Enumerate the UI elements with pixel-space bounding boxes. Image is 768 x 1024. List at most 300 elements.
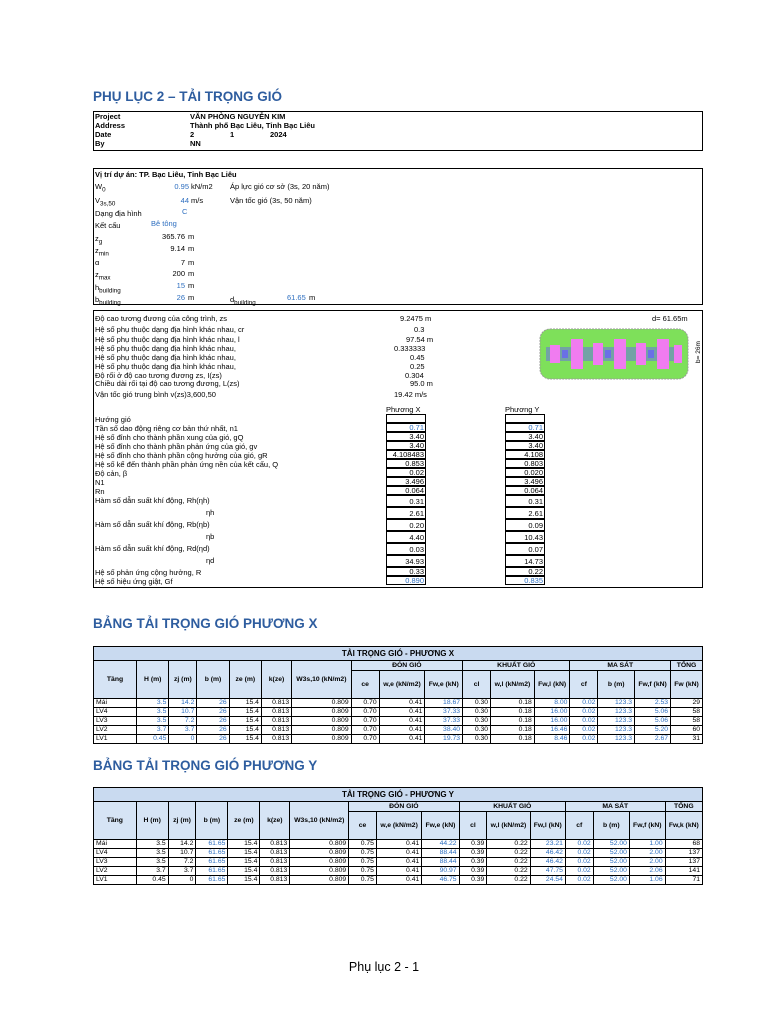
table-cell: 0.809 (290, 867, 349, 876)
table-cell: 10.7 (168, 849, 196, 858)
table-cell: 0.22 (487, 858, 530, 867)
d-value: 61.65 (287, 293, 306, 302)
group-header: MA SÁT (565, 802, 665, 812)
table-cell: 24.54 (530, 876, 565, 885)
table-cell: 61.65 (196, 867, 228, 876)
table-cell: 31 (671, 735, 703, 744)
table-cell: 0.813 (260, 840, 290, 849)
table-cell: 90.97 (422, 867, 459, 876)
table-row (94, 726, 703, 735)
table-cell: 0.22 (487, 867, 530, 876)
table-cell: 58 (671, 708, 703, 717)
calc-row-label: Hàm số dẫn suất khí động, Rb(ηb) (95, 520, 210, 529)
calc-cell-x: 2.61 (386, 507, 426, 519)
calc-cell-y: 4.108 (505, 450, 545, 459)
table-row (94, 849, 703, 858)
table-cell: 0.22 (487, 840, 530, 849)
plan-core (648, 350, 654, 358)
col-header: Tầng (94, 802, 137, 840)
table-cell: 2.53 (635, 699, 671, 708)
col-header: Fw,l (kN) (530, 812, 565, 840)
col-header: H (m) (137, 661, 169, 699)
table-cell: LV3 (94, 717, 137, 726)
plan-b-note: b= 26m (695, 341, 702, 363)
table-cell: 68 (665, 840, 702, 849)
col-header: w,e (kN/m2) (376, 812, 421, 840)
table-cell: 15.4 (228, 849, 260, 858)
table-cell: Mái (94, 699, 137, 708)
calc-row-label: Hệ số hiệu ứng giật, Gf (95, 577, 173, 586)
table-cell: 5.06 (635, 717, 671, 726)
calc-cell-x: 0.064 (386, 486, 426, 495)
table-cell: 88.44 (422, 858, 459, 867)
calc-cell-x (386, 414, 426, 423)
calc-cell-x: 3.40 (386, 432, 426, 441)
calc-cell-y: 10.43 (505, 531, 545, 543)
table-cell: 0.41 (379, 717, 425, 726)
calc-cell-y: 3.496 (505, 477, 545, 486)
title-table-x: BẢNG TẢI TRỌNG GIÓ PHƯƠNG X (93, 616, 318, 631)
table-cell: 0.39 (459, 867, 487, 876)
table-cell: 137 (665, 849, 702, 858)
table-row (94, 840, 703, 849)
table-cell: 26 (197, 717, 229, 726)
col-header: w,l (kN/m2) (491, 671, 535, 699)
table-cell: 0.02 (565, 849, 593, 858)
col-header: k(ze) (260, 802, 290, 840)
table-cell: 0.809 (292, 717, 352, 726)
col-header: cf (570, 671, 598, 699)
col-header: Fw,f (kN) (629, 812, 665, 840)
col-header: Fw,l (kN) (534, 671, 570, 699)
table-cell: 0.30 (463, 726, 491, 735)
table-cell: 0 (169, 735, 197, 744)
calc-row-label: Hệ số đỉnh cho thành phần xung của gió, gQ (95, 433, 244, 442)
calc-cell-y: 0.07 (505, 543, 545, 555)
table-cell: 3.7 (168, 867, 196, 876)
table-cell: 0.75 (349, 849, 377, 858)
table-cell: 7.2 (169, 717, 197, 726)
table-row (94, 867, 703, 876)
table-cell: 123.3 (598, 717, 635, 726)
table-cell: 0.02 (565, 876, 593, 885)
calc-cell-x: 3.496 (386, 477, 426, 486)
table-cell: 3.7 (169, 726, 197, 735)
table-cell: 0.813 (261, 735, 291, 744)
table-cell: 61.65 (196, 858, 228, 867)
table-cell: 19.73 (425, 735, 463, 744)
table-cell: 0.39 (459, 840, 487, 849)
table-cell: 46.75 (422, 876, 459, 885)
calc-row-label: Hệ số phản ứng cộng hưởng, R (95, 568, 202, 577)
calc-row-label: Hệ số đỉnh cho thành phần cộng hưởng của gió, gR (95, 451, 268, 460)
calc-cell-x: 34.93 (386, 555, 426, 567)
table-cell: 15.4 (228, 876, 260, 885)
w0-label: $W_0$ (95, 182, 106, 194)
table-cell: LV4 (94, 849, 137, 858)
table-row (94, 876, 703, 885)
table-cell: 0.809 (290, 876, 349, 885)
table-cell: 0.30 (463, 717, 491, 726)
calculation-block: Độ cao tương đương của công trình, zs 9.2475 m Hệ số phụ thuộc dạng địa hình khác nhau, cr 0.3 Hệ số phụ thuộc dạng địa hình khác nhau, l 97.54 m Hệ số phụ thuộc dạng địa hình khác nhau, 0.333333 Hệ số phụ thuộc dạng địa hình khác nhau, 0.45 Hệ số phụ thuộc dạng địa hình khác nhau, 0.25 Độ rối ở độ cao tương đương zs, I(zs) 0.304 Chiều dài rối tại độ cao tương đương, L(zs) 95.0 m Vận tốc gió trung bình v(zs)3,600,50 19.42 m/s d= 61.65m b= 26m Phương X Phương Y Hướng gió Tần số dao động riêng cơ bản thứ nhất, n1 0.71 0.71 Hệ số đỉnh cho thành phần xung của gió, gQ 3.40 3.40 Hệ số đỉnh cho thành phần phản ứng của gió, gv 3.40 3.40 Hệ số đỉnh cho thành phần cộng hưởng của gió, gR 4.108483 4.108 Hệ số kể đến thành phần phản ứng nền của kết cấu, Q 0.853 0.803 Độ cản, β 0.02 0.020 N1 3.496 3.496 Rn 0.064 0.064 Hàm số dẫn suất khí động, Rh(ηh) 0.31 0.31 ηh 2.61 2.61 Hàm số dẫn suất khí động, Rb(ηb) 0.20 0.09 ηb 4.40 10.43 Hàm số dẫn suất khí động, Rd(ηd) 0.03 0.07 ηd 34.93 14.73 Hệ số phản ứng cộng hưởng, R 0.33 0.22 Hệ số hiệu ứng giật, Gf 0.890 0.835 (93, 310, 703, 588)
col-header: Fw,f (kN) (635, 671, 671, 699)
plan-d-note: d= 61.65m (652, 314, 688, 323)
table-cell: 71 (665, 876, 702, 885)
table-cell: 0.75 (349, 840, 377, 849)
group-header: KHUẤT GIÓ (459, 802, 565, 812)
h-value: 15 (176, 281, 185, 290)
table-cell: 0.70 (351, 699, 379, 708)
table-cell: 44.22 (422, 840, 459, 849)
title-table-y: BẢNG TẢI TRỌNG GIÓ PHƯƠNG Y (93, 758, 318, 773)
calc-row-label: ηd (206, 556, 215, 565)
table-cell: 16.00 (534, 708, 570, 717)
calc-cell-y: 0.020 (505, 468, 545, 477)
calc-cell: 0.22 (505, 567, 545, 576)
col-header: Fw,e (kN) (425, 671, 463, 699)
calc-cell-x: 0.20 (386, 519, 426, 531)
table-cell: 0.02 (570, 717, 598, 726)
table-cell: 0.809 (292, 735, 352, 744)
dir-y-header: Phương Y (505, 405, 540, 414)
table-cell: 0.41 (376, 876, 421, 885)
calc-cell-y (505, 414, 545, 423)
calc-cell: 0.33 (386, 567, 426, 576)
table-cell: 2.06 (629, 867, 665, 876)
table-cell: 29 (671, 699, 703, 708)
table-cell: 47.75 (530, 867, 565, 876)
calc-cell-x: 3.40 (386, 441, 426, 450)
table-cell: LV1 (94, 735, 137, 744)
table-row (94, 708, 703, 717)
table-cell: 0.41 (379, 726, 425, 735)
calc-cell-y: 14.73 (505, 555, 545, 567)
table-cell: 26 (197, 735, 229, 744)
plan-column (593, 343, 603, 365)
table-cell: 2.00 (629, 858, 665, 867)
table-cell: 0.75 (349, 876, 377, 885)
calc-cell-y: 3.40 (505, 441, 545, 450)
plan-column (614, 339, 626, 369)
table-cell: 52.00 (593, 867, 629, 876)
table-cell: 0.41 (376, 858, 421, 867)
col-header: Fw,k (kN) (665, 812, 702, 840)
table-cell: 52.00 (593, 849, 629, 858)
table-cell: 0.39 (459, 849, 487, 858)
calc-row-label: Hàm số dẫn suất khí động, Rh(ηh) (95, 496, 210, 505)
table-cell: 0.70 (351, 708, 379, 717)
table-cell: 0.41 (376, 867, 421, 876)
calc-cell: 0.835 (505, 576, 545, 585)
table-row (94, 717, 703, 726)
dir-x-header: Phương X (386, 405, 421, 414)
calc-row-label: ηb (206, 532, 215, 541)
table-cell: 15.4 (229, 708, 261, 717)
table-cell: 0.70 (351, 726, 379, 735)
table-cell: 61.65 (196, 876, 228, 885)
table-cell: 0.809 (292, 726, 352, 735)
table-cell: 14.2 (168, 840, 196, 849)
table-cell: 0.809 (290, 840, 349, 849)
table-cell: 52.00 (593, 858, 629, 867)
col-header: zj (m) (168, 802, 196, 840)
col-header: zj (m) (169, 661, 197, 699)
group-header: KHUẤT GIÓ (463, 661, 570, 671)
table-cell: 0.41 (379, 735, 425, 744)
calc-row-label: Hệ số đỉnh cho thành phần phản ứng của gió, gv (95, 442, 258, 451)
building-plan (538, 325, 690, 385)
col-header: Fw (kN) (671, 671, 703, 699)
group-header: TỔNG (671, 661, 703, 671)
table-cell: 37.33 (425, 708, 463, 717)
v-label: $V_{3s,50}$ (95, 196, 116, 208)
table-cell: 0.41 (379, 708, 425, 717)
table-cell: 123.3 (598, 735, 635, 744)
calc-row-label: Rn (95, 487, 105, 496)
table-cell: 0.75 (349, 858, 377, 867)
col-header: b (m) (196, 802, 228, 840)
table-cell: 0.18 (491, 717, 535, 726)
table-cell: 0.02 (565, 858, 593, 867)
table-cell: 123.3 (598, 708, 635, 717)
table-cell: 8.46 (534, 735, 570, 744)
table-cell: 61.65 (196, 840, 228, 849)
table-cell: 15.4 (229, 735, 261, 744)
table-cell: 15.4 (229, 717, 261, 726)
table-cell: 2.00 (629, 849, 665, 858)
calc-row-label: Hệ số kể đến thành phần phản ứng nền của kết cấu, Q (95, 460, 279, 469)
table-cell: 15.4 (228, 840, 260, 849)
v-value: 44 (180, 196, 189, 205)
calc-row-label: Độ cản, β (95, 469, 128, 478)
table-cell: LV2 (94, 726, 137, 735)
table-cell: 26 (197, 699, 229, 708)
calc-cell-x: 4.108483 (386, 450, 426, 459)
table-cell: 18.67 (425, 699, 463, 708)
col-header: H (m) (136, 802, 168, 840)
col-header: k(ze) (261, 661, 291, 699)
table-title: TẢI TRỌNG GIÓ - PHƯƠNG Y (94, 788, 703, 802)
table-cell: 0.813 (260, 858, 290, 867)
col-header: ce (351, 671, 379, 699)
table-cell: 0.813 (261, 726, 291, 735)
plan-column (636, 343, 646, 365)
col-header: W3s,10 (kN/m2) (292, 661, 352, 699)
table-cell: 3.7 (136, 867, 168, 876)
table-cell: 0.02 (570, 699, 598, 708)
table-cell: 0 (168, 876, 196, 885)
table-cell: 0.41 (379, 699, 425, 708)
table-cell: 8.00 (534, 699, 570, 708)
structure-value: Bê tông (151, 219, 177, 228)
col-header: w,l (kN/m2) (487, 812, 530, 840)
plan-core (562, 350, 568, 358)
table-cell: 0.30 (463, 708, 491, 717)
col-header: b (m) (593, 812, 629, 840)
calc-cell-x: 0.02 (386, 468, 426, 477)
table-title: TẢI TRỌNG GIÓ - PHƯƠNG X (94, 647, 703, 661)
table-cell: 0.809 (292, 708, 352, 717)
table-cell: 15.4 (228, 867, 260, 876)
calc-cell-y: 0.31 (505, 495, 545, 507)
table-cell: 3.5 (137, 717, 169, 726)
table-cell: 0.02 (565, 867, 593, 876)
table-cell: 0.809 (290, 849, 349, 858)
table-cell: LV3 (94, 858, 137, 867)
calc-row-label: Hàm số dẫn suất khí động, Rd(ηd) (95, 544, 210, 553)
table-cell: 0.813 (260, 876, 290, 885)
plan-column (550, 345, 560, 363)
table-cell: 1.00 (629, 840, 665, 849)
col-header: Fw,e (kN) (422, 812, 459, 840)
table-cell: 1.06 (629, 876, 665, 885)
calc-row-label: ηh (206, 508, 215, 517)
table-cell: 123.3 (598, 726, 635, 735)
table-cell: 23.21 (530, 840, 565, 849)
table-cell: 0.02 (565, 840, 593, 849)
table-cell: 0.70 (351, 717, 379, 726)
table-cell: 3.5 (137, 699, 169, 708)
table-cell: 3.7 (137, 726, 169, 735)
location: Vị trí dự án: TP. Bạc Liêu, Tỉnh Bạc Liêu (95, 170, 237, 179)
table-cell: 5.20 (635, 726, 671, 735)
table-cell: LV2 (94, 867, 137, 876)
table-cell: 0.39 (459, 876, 487, 885)
table-cell: 0.809 (290, 858, 349, 867)
table-cell: 0.813 (261, 717, 291, 726)
table-row (94, 699, 703, 708)
table-cell: 0.45 (137, 735, 169, 744)
col-header: b (m) (197, 661, 229, 699)
table-cell: 14.2 (169, 699, 197, 708)
table-cell: 58 (671, 717, 703, 726)
table-cell: 0.70 (351, 735, 379, 744)
col-header: ze (m) (229, 661, 261, 699)
calc-row-label: Hướng gió (95, 415, 131, 424)
table-cell: 15.4 (229, 699, 261, 708)
b-value: 26 (176, 293, 185, 302)
table-cell: 0.18 (491, 726, 535, 735)
table-cell: 26 (197, 708, 229, 717)
table-cell: 0.18 (491, 735, 535, 744)
title-appendix: PHỤ LỤC 2 – TẢI TRỌNG GIÓ (93, 89, 283, 104)
calc-row-label: Tần số dao động riêng cơ bản thứ nhất, n1 (95, 424, 238, 433)
table-cell: 2.67 (635, 735, 671, 744)
table-cell: 0.30 (463, 699, 491, 708)
table-cell: 0.813 (260, 867, 290, 876)
group-header: MA SÁT (570, 661, 671, 671)
calc-cell-x: 0.31 (386, 495, 426, 507)
col-header: W3s,10 (kN/m2) (290, 802, 349, 840)
table-cell: 16.46 (534, 726, 570, 735)
load-table-y (93, 787, 703, 885)
table-cell: 38.40 (425, 726, 463, 735)
table-cell: 10.7 (169, 708, 197, 717)
calc-cell-y: 0.09 (505, 519, 545, 531)
table-cell: LV1 (94, 876, 137, 885)
calc-cell-x: 4.40 (386, 531, 426, 543)
calc-cell-y: 0.064 (505, 486, 545, 495)
table-cell: 37.33 (425, 717, 463, 726)
table-cell: 46.42 (530, 849, 565, 858)
col-header: cl (463, 671, 491, 699)
table-cell: 123.3 (598, 699, 635, 708)
table-cell: 0.813 (260, 849, 290, 858)
table-cell: 16.00 (534, 717, 570, 726)
table-cell: 0.39 (459, 858, 487, 867)
col-header: cf (565, 812, 593, 840)
table-cell: 0.22 (487, 849, 530, 858)
table-cell: 3.5 (136, 849, 168, 858)
table-row (94, 858, 703, 867)
col-header: w,e (kN/m2) (379, 671, 425, 699)
calc-cell: 0.890 (386, 576, 426, 585)
calc-cell-y: 0.803 (505, 459, 545, 468)
table-cell: 46.42 (530, 858, 565, 867)
calc-cell-y: 0.71 (505, 423, 545, 432)
calc-cell-x: 0.853 (386, 459, 426, 468)
table-cell: 88.44 (422, 849, 459, 858)
group-header: TỔNG (665, 802, 702, 812)
w0-value: 0.95 (174, 182, 189, 191)
load-table-x (93, 646, 703, 744)
table-cell: LV4 (94, 708, 137, 717)
table-cell: 3.5 (136, 840, 168, 849)
table-cell: 0.809 (292, 699, 352, 708)
terrain-value: C (182, 207, 188, 216)
plan-column (657, 339, 669, 369)
table-cell: 26 (197, 726, 229, 735)
table-cell: 15.4 (229, 726, 261, 735)
table-cell: 3.5 (136, 858, 168, 867)
table-cell: 52.00 (593, 840, 629, 849)
table-cell: 0.18 (491, 708, 535, 717)
table-cell: 0.75 (349, 867, 377, 876)
calc-cell-y: 2.61 (505, 507, 545, 519)
table-cell: 52.00 (593, 876, 629, 885)
table-cell: 137 (665, 858, 702, 867)
col-header: ze (m) (228, 802, 260, 840)
calc-row-label: N1 (95, 478, 105, 487)
table-cell: 0.813 (261, 708, 291, 717)
calc-cell-x: 0.71 (386, 423, 426, 432)
table-cell: Mái (94, 840, 137, 849)
calc-cell-y: 3.40 (505, 432, 545, 441)
project-info: Project VĂN PHÒNG NGUYỄN KIM Address Thành phố Bạc Liêu, Tỉnh Bạc Liêu Date 2 1 2024 By NN (93, 111, 703, 151)
table-cell: 0.45 (136, 876, 168, 885)
table-cell: 0.41 (376, 849, 421, 858)
page-footer: Phụ lục 2 - 1 (348, 960, 420, 974)
group-header: ĐÓN GIÓ (351, 661, 462, 671)
site-parameters: Vị trí dự án: TP. Bạc Liêu, Tỉnh Bạc Liêu $W_0$ 0.95 kN/m2 Áp lực gió cơ sở (3s, 20 năm) $V_{3s,50}$ 44 m/s Vận tốc gió (3s, 50 năm) Dạng địa hình C Kết cấu Bê tông $z_g$ 365.76 m $z_{min}$ 9.14 m α 7 m $z_{max}$ 200 m $h_{building}$ 15 m $b_{building}$ 26 m $d_{building}$ 61.65 m (93, 168, 703, 305)
table-cell: 0.02 (570, 735, 598, 744)
plan-column (674, 345, 682, 363)
table-cell: 3.5 (137, 708, 169, 717)
col-header: ce (349, 812, 377, 840)
table-cell: 60 (671, 726, 703, 735)
col-header: Tầng (94, 661, 137, 699)
table-cell: 141 (665, 867, 702, 876)
table-cell: 0.02 (570, 708, 598, 717)
table-cell: 5.06 (635, 708, 671, 717)
table-cell: 0.41 (376, 840, 421, 849)
plan-column (571, 339, 583, 369)
col-header: cl (459, 812, 487, 840)
col-header: b (m) (598, 671, 635, 699)
table-cell: 0.22 (487, 876, 530, 885)
group-header: ĐÓN GIÓ (349, 802, 459, 812)
table-cell: 15.4 (228, 858, 260, 867)
